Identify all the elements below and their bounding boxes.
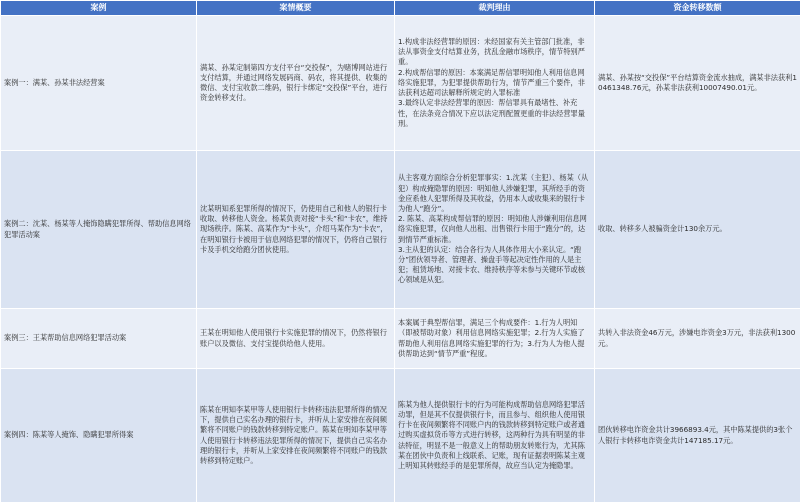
header-reasoning: 裁判理由 — [395, 1, 595, 16]
fund-amount-cell: 共转入非法资金46万元，涉嫌电诈资金3万元，非法获利1300元。 — [595, 309, 800, 369]
table-row — [1, 309, 800, 369]
header-case: 案例 — [1, 1, 197, 16]
fund-amount-cell: 团伙转移电诈资金共计3966893.4元，其中陈某提供的3张个人银行卡转移电诈资金共计147185.17元。 — [595, 369, 800, 503]
case-name-cell: 案例四：陈某等人掩饰、隐瞒犯罪所得案 — [1, 369, 197, 503]
judgment-reason-cell: 1.构成非法经营罪的原因：未经国家有关主管部门批准，非法从事资金支付结算业务，扰乱金融市场秩序，情节特别严重。 2.构成帮信罪的原因：本案满足帮信罪明知他人利用信息网络实施犯罪，为犯罪提供帮助行为，情节严重三个要件，非法获利达超司法解释所规定的入罪标准 3.最终认定非法经营罪的原因：帮信罪具有最堵性、补充性，在法条竞合情况下应以法定刑配置更重的非法经营罪量刑。 — [395, 16, 595, 151]
case-summary-cell: 满某、孙某定制第四方支付平台“交投保”，为赌博网站进行支付结算，并通过网络发展码商、码农，将其提供、收集的微信、支付宝收款二维码，银行卡绑定“交投保”平台，进行资金转移支付。 — [197, 16, 395, 151]
case-name-cell: 案例三：王某帮助信息网络犯罪活动案 — [1, 309, 197, 369]
judgment-reason-cell: 本案属于典型帮信罪，满足三个构成要件：1.行为人明知（即被帮助对象）利用信息网络实施犯罪；2.行为人实施了帮助他人利用信息网络实施犯罪的行为；3.行为人为他人提供帮助达到“情节严重”程度。 — [395, 309, 595, 369]
judgment-reason-cell: 陈某为他人提供银行卡的行为可能构成帮助信息网络犯罪活动罪，但是其不仅提供银行卡，而且参与、组织他人使用银行卡在夜间频繁将不同账户内的钱款转移到特定账户或者通过购买虚拟货币等方式进行转移，这两种行为具有明显的非法特征，明显不是一般意义上的帮助朋友转账行为，尤其陈某在团伙中负责和上线联系、记账，现有证据表明陈某主观上明知其转账经手的是犯罪所得，故应当认定为掩隐罪。 — [395, 369, 595, 503]
fund-amount-cell: 收取、转移多人被骗资金计130余万元。 — [595, 151, 800, 309]
table-row — [1, 16, 800, 151]
header-amount: 资金转移数额 — [595, 1, 800, 16]
fund-amount-cell: 满某、孙某按“交投保”平台结算资金流水抽成，满某非法获利10461348.76元，孙某非法获利10007490.01元。 — [595, 16, 800, 151]
case-summary-cell: 沈某明知系犯罪所得的情况下，仍使用自己和他人的银行卡收取、转移他人资金。杨某负责对接“卡头”和“卡农”，维持现场秩序。陈某、高某作为“卡头”，介绍马某作为“卡农”，在明知银行卡被用于信息网络犯罪的情况下，仍将自己银行卡及手机交给跑分团伙使用。 — [197, 151, 395, 309]
case-summary-cell: 王某在明知他人使用银行卡实施犯罪的情况下，仍然将银行账户以及微信、支付宝提供给他人使用。 — [197, 309, 395, 369]
header-summary: 案情概要 — [197, 1, 395, 16]
case-summary-cell: 陈某在明知李某甲等人使用银行卡转移违法犯罪所得的情况下，提供自己实名办理的银行卡，并听从上家安排在夜间频繁将不同账户的钱款转移到特定账户。陈某在明知李某甲等人使用银行卡转移违法犯罪所得的情况下，提供自己实名办理的银行卡，并听从上家安排在夜间频繁将不同账户的钱款转移到特定账户。 — [197, 369, 395, 503]
case-name-cell: 案例一：满某、孙某非法经营案 — [1, 16, 197, 151]
table-row — [1, 151, 800, 309]
case-name-cell: 案例二：沈某、杨某等人掩饰隐瞒犯罪所得、帮助信息网络犯罪活动案 — [1, 151, 197, 309]
judgment-reason-cell: 从主客观方面综合分析犯罪事实：1.沈某（主犯）、杨某（从犯）构成掩隐罪的原因：明知他人涉嫌犯罪，其所经手的资金应系他人犯罪所得及其收益，仍用本人或收集来的银行卡为他人“跑分”。 2. 陈某、高某构成帮信罪的原因：明知他人涉嫌利用信息网络实施犯罪，仅向他人出租、出售银行卡用于“跑分”的，达到情节严重标准。 3.主从犯的认定：结合各行为人具体作用大小来认定。“跑分”团伙领导者、管理者、操盘手等起决定性作用的人是主犯；租赁场地、对接卡农、维持秩序等未参与关键环节或核心领域是从犯。 — [395, 151, 595, 309]
table-header-row — [1, 1, 800, 16]
table-row — [1, 369, 800, 503]
